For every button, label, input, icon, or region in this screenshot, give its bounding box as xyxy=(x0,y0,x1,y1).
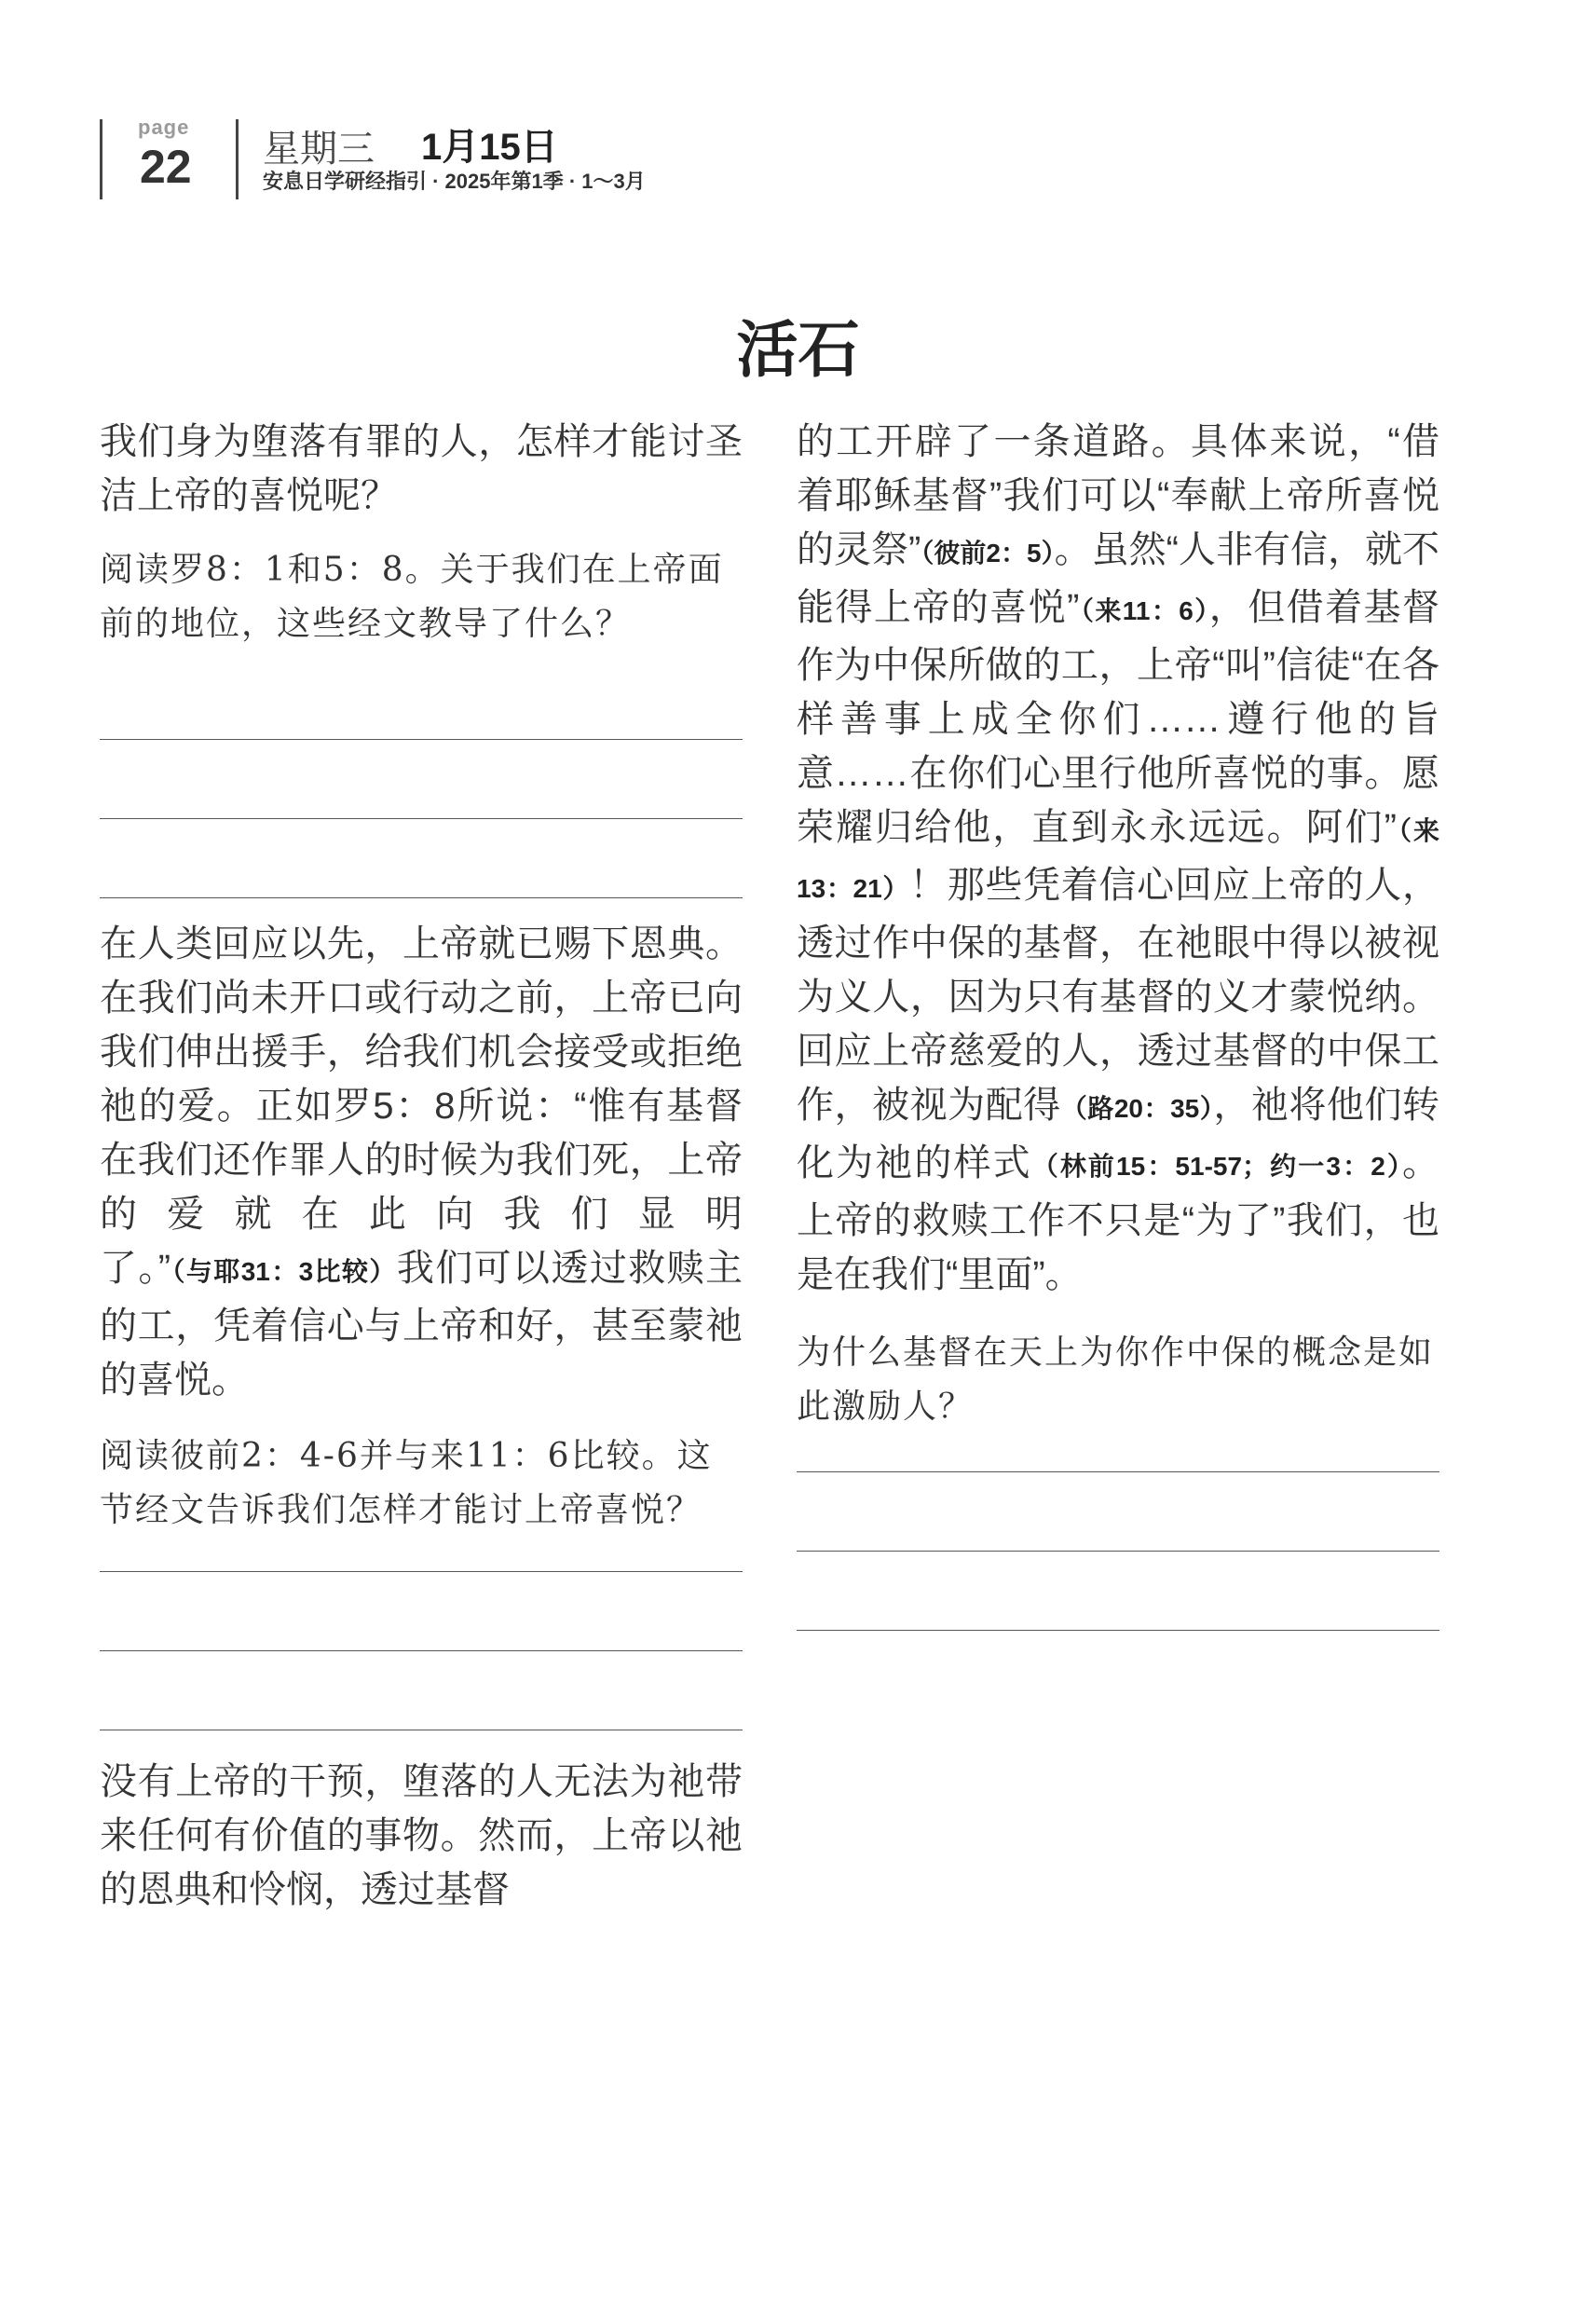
scripture-reference: （来11：6） xyxy=(1079,596,1209,625)
text-segment: ，但借着基督作为中保所做的工，上帝“叫”信徒“在各样善事上成全你们……遵行他的旨意……在你们心里行他所喜悦的事。愿荣耀归给他，直到永永远远。阿们” xyxy=(797,587,1439,848)
grace-text-a: 在人类回应以先，上帝就已赐下恩典。在我们尚未开口或行动之前，上帝已向我们伸出援手，给我们机会接受或拒绝祂的爱。正如罗5：8所说：“惟有基督在我们还作罪人的时候为我们死，上帝的爱就在此向我们显明了。” xyxy=(100,923,743,1289)
lesson-date: 1月15日 xyxy=(421,127,558,168)
left-column xyxy=(100,415,743,1917)
weekday: 星期三 xyxy=(263,129,375,170)
question-1: 阅读罗8：1和5：8。关于我们在上帝面前的地位，这些经文教导了什么？ xyxy=(100,551,724,643)
page-number: 22 xyxy=(140,141,192,193)
header-divider-rule xyxy=(236,119,239,199)
answer-line-9[interactable] xyxy=(797,1630,1439,1631)
publication-subtitle: 安息日学研经指引 · 2025年第1季 · 1～3月 xyxy=(263,170,646,193)
grace-text-b: 我们可以透过救赎主的工，凭着信心与上帝和好，甚至蒙祂的喜悦。 xyxy=(100,1248,743,1401)
scripture-reference: （林前15：51-57；约一3：2） xyxy=(1031,1152,1403,1181)
text-segment: 。虽然“人非有信，就不能得上帝的喜悦” xyxy=(797,529,1439,628)
intro-paragraph: 我们身为堕落有罪的人，怎样才能讨圣洁上帝的喜悦呢？ xyxy=(100,421,743,516)
text-segment: 。上帝的救赎工作不只是“为了”我们，也是在我们“里面”。 xyxy=(797,1142,1440,1295)
page-header xyxy=(0,0,1596,214)
scripture-reference: （路20：35） xyxy=(1060,1094,1214,1123)
right-column xyxy=(797,415,1439,1631)
question-2: 阅读彼前2：4-6并与来11：6比较。这节经文告诉我们怎样才能讨上帝喜悦？ xyxy=(100,1437,713,1529)
scripture-reference: （来13：21） xyxy=(797,816,1439,903)
closing-paragraph: 没有上帝的干预，堕落的人无法为祂带来任何有价值的事物。然而，上帝以祂的恩典和怜悯，透过基督 xyxy=(100,1761,743,1910)
text-segment: ，祂将他们转化为祂的样式 xyxy=(797,1085,1440,1183)
scripture-reference: （彼前2：5） xyxy=(921,539,1055,567)
text-segment: ！那些凭着信心回应上帝的人，透过作中保的基督，在祂眼中得以被视为义人，因为只有基督的义才蒙悦纳。回应上帝慈爱的人，透过基督的中保工作，被视为配得 xyxy=(797,865,1439,1126)
question-3: 为什么基督在天上为你作中保的概念是如此激励人？ xyxy=(797,1333,1435,1426)
header-left-rule xyxy=(100,119,102,199)
scripture-reference: （与耶31：3比较） xyxy=(171,1257,397,1286)
text-segment: 的工开辟了一条道路。具体来说，“借着耶稣基督”我们可以“奉献上帝所喜悦的灵祭” xyxy=(797,421,1439,570)
continuation-paragraph xyxy=(797,415,1439,1302)
page-label: page xyxy=(138,116,190,139)
grace-paragraph xyxy=(100,917,743,1407)
lesson-title: 活石 xyxy=(736,313,860,386)
